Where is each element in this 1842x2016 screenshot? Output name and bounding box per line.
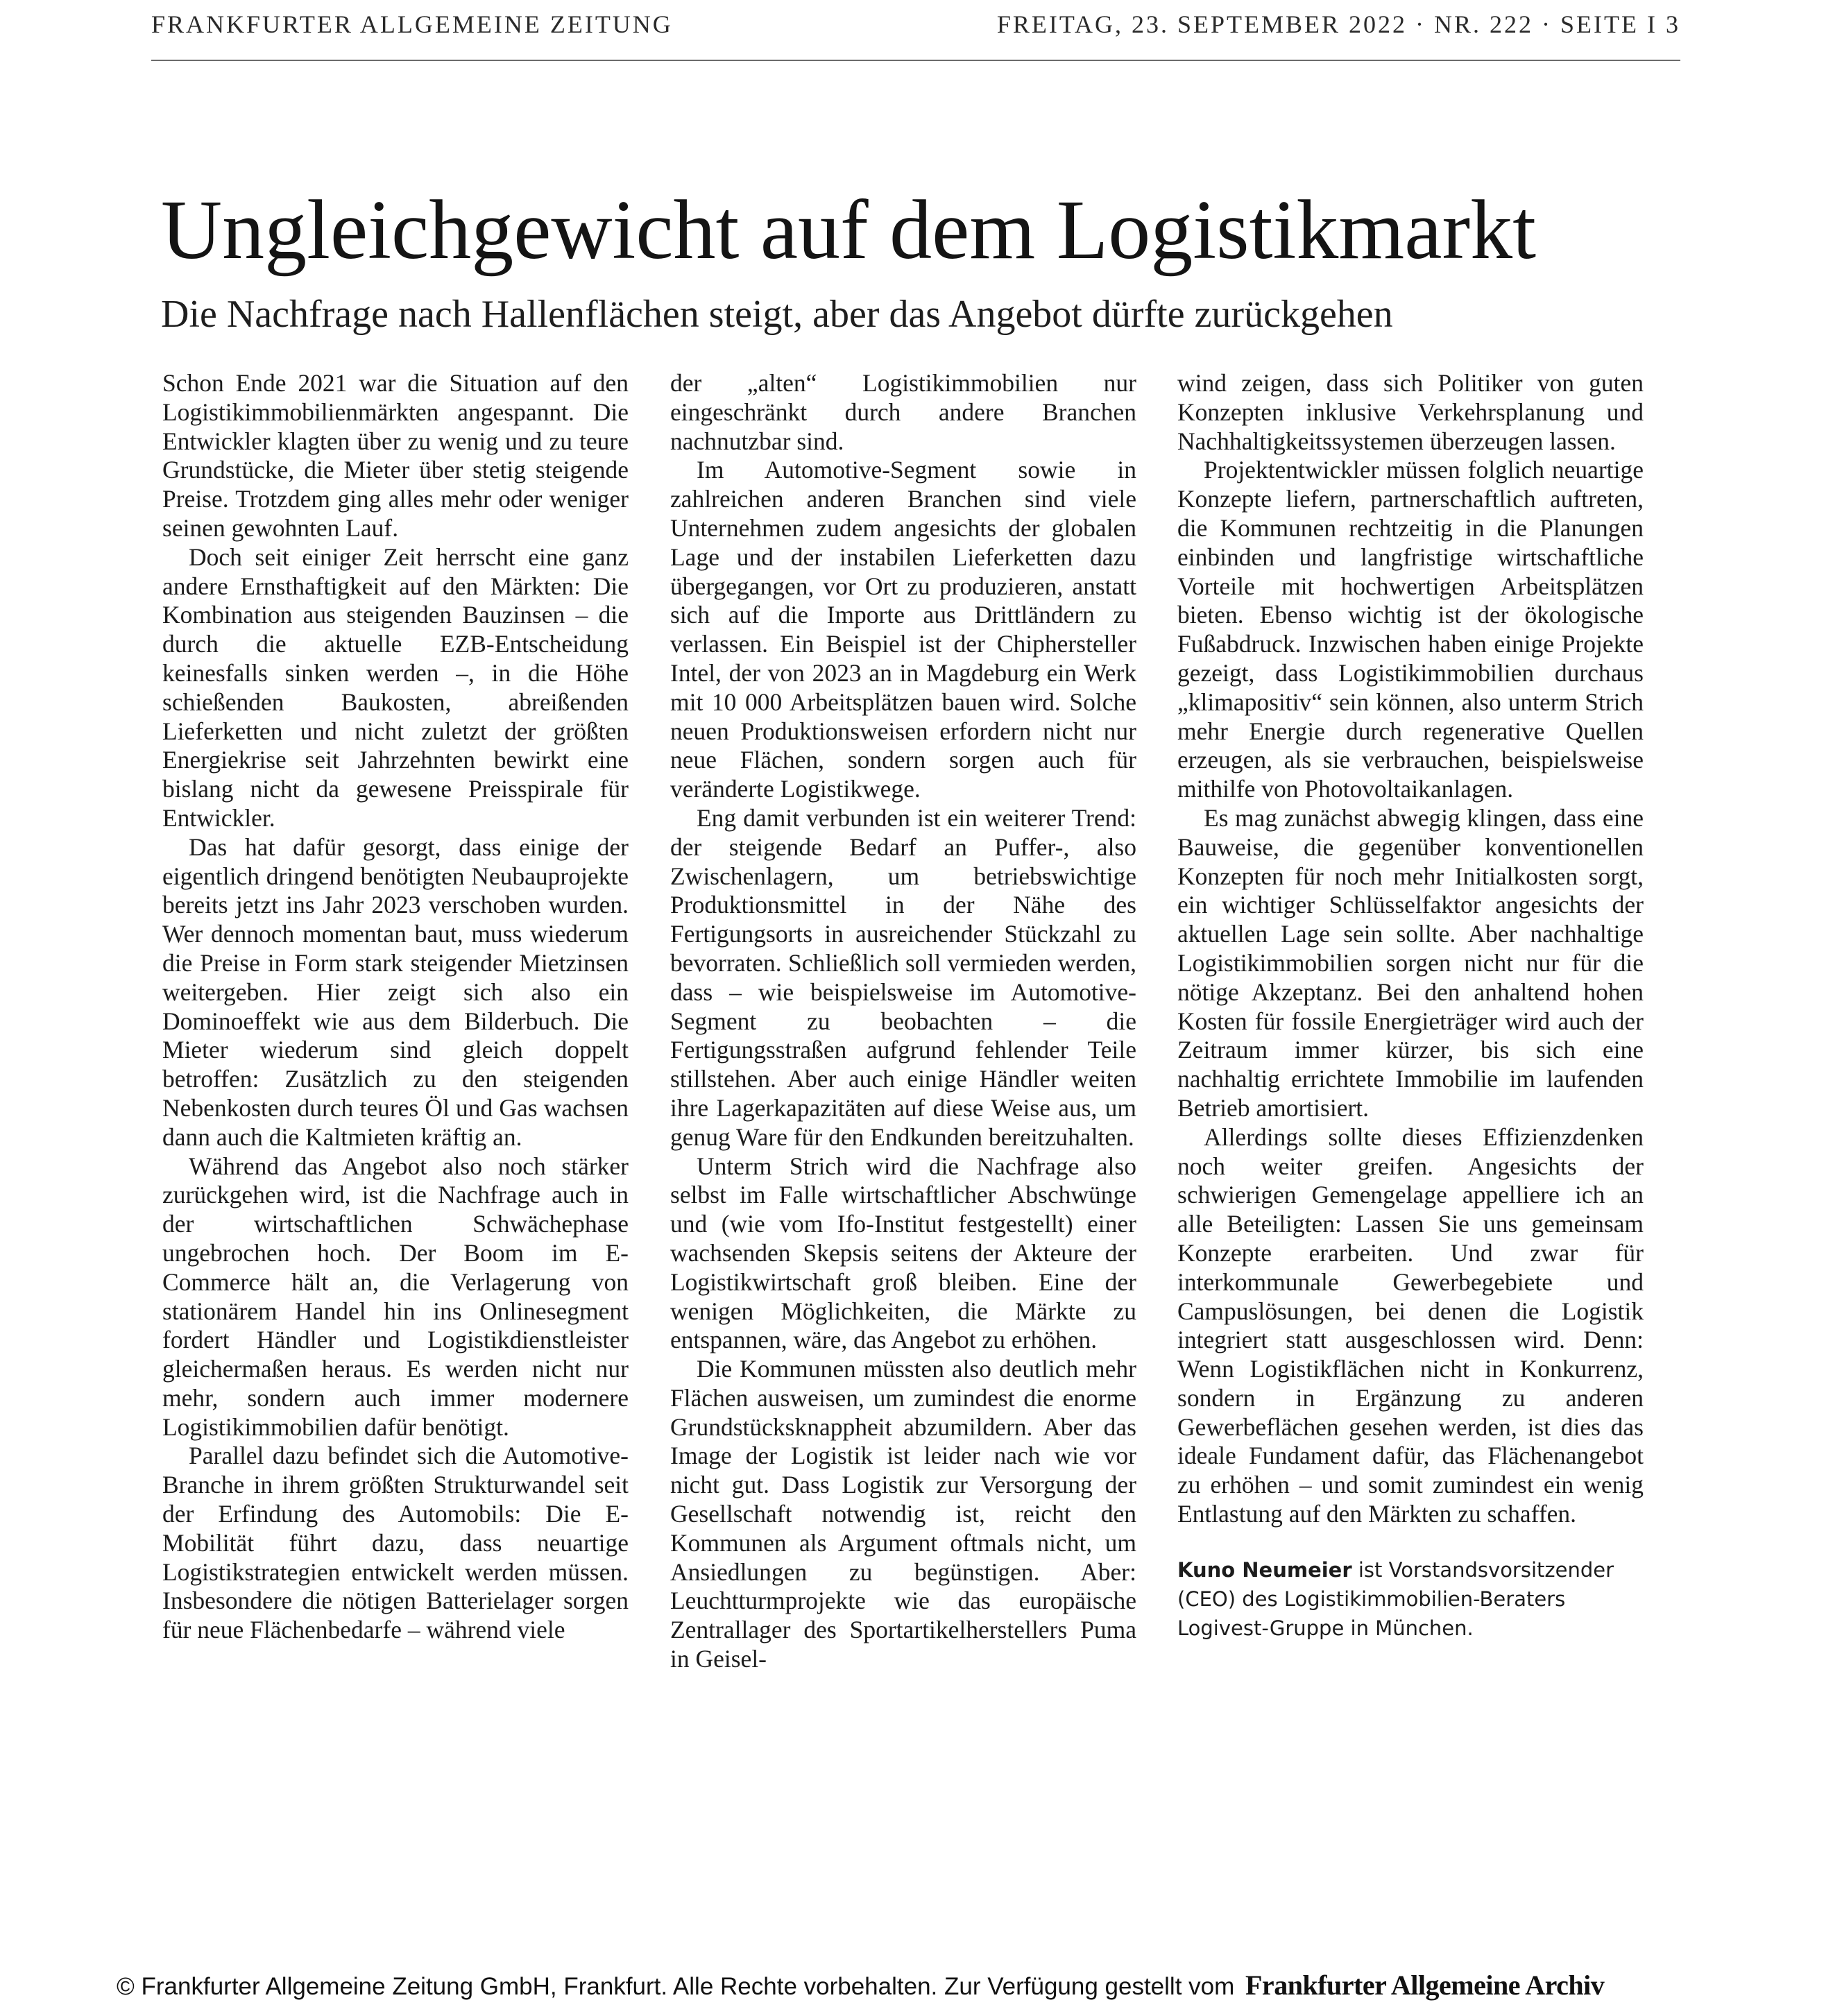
- page-header: [151, 10, 1680, 61]
- paragraph: Parallel dazu befindet sich die Automotive-Branche in ihrem größten Strukturwandel seit der Erfindung des Automobils: Die E-Mobilität führt dazu, dass neuartige Logistikstrategien entwickelt werden müssen. Insbesondere die nötigen Batterielager sorgen für neue Flächenbedarfe – während viele: [162, 1442, 629, 1644]
- article-column-2: [670, 369, 1136, 1674]
- paragraph: der „alten“ Logistikimmobilien nur eingeschränkt durch andere Branchen nachnutzbar sind.: [670, 369, 1136, 455]
- paragraph: Die Kommunen müssten also deutlich mehr Flächen ausweisen, um zumindest die enorme Grundstücksknappheit abzumildern. Aber das Image der Logistik ist leider nach wie vor nicht gut. Dass Logistik zur Versorgung der Gesellschaft notwendig ist, reicht den Kommunen als Argument oftmals nicht, um Ansiedlungen zu begünstigen. Aber: Leuchtturmprojekte wie das europäische Zentrallager des Sportartikelherstellers Puma in Geisel-: [670, 1355, 1136, 1673]
- dateline: FREITAG, 23. SEPTEMBER 2022 · NR. 222 · SEITE I 3: [996, 10, 1680, 38]
- paragraph: Im Automotive-Segment sowie in zahlreichen anderen Branchen sind viele Unternehmen zudem angesichts der globalen Lage und der instabilen Lieferketten dazu übergegangen, vor Ort zu produzieren, anstatt sich auf die Importe aus Drittländern zu verlassen. Ein Beispiel ist der Chiphersteller Intel, der von 2023 an in Magdeburg ein Werk mit 10 000 Arbeitsplätzen bauen wird. Solche neuen Produktionsweisen erfordern nicht nur neue Flächen, sondern sorgen auch für veränderte Logistikwege.: [670, 456, 1136, 803]
- author-box: [1177, 1555, 1644, 1643]
- page-footer: [117, 1969, 1782, 2004]
- paragraph: Während das Angebot also noch stärker zurückgehen wird, ist die Nachfrage auch in der wirtschaftlichen Schwächephase ungebrochen hoch. Der Boom im E-Commerce hält an, die Verlagerung von stationärem Handel hin ins Onlinesegment fordert Händler und Logistikdienstleister gleichermaßen heraus. Es werden nicht nur mehr, sondern auch immer modernere Logistikimmobilien dafür benötigt.: [162, 1152, 629, 1441]
- paragraph: Projektentwickler müssen folglich neuartige Konzepte liefern, partnerschaftlich auftreten, die Kommunen rechtzeitig in die Planungen einbinden und langfristige wirtschaftliche Vorteile mit hochwertigen Arbeitsplätzen bieten. Ebenso wichtig ist der ökologische Fußabdruck. Inzwischen haben einige Projekte gezeigt, dass Logistikimmobilien durchaus „klimapositiv“ sein können, also unterm Strich mehr Energie durch regenerative Quellen erzeugen, als sie verbrauchen, beispielsweise mithilfe von Photovoltaikanlagen.: [1177, 456, 1644, 803]
- paragraph: Schon Ende 2021 war die Situation auf den Logistikimmobilienmärkten angespannt. Die Entwickler klagten über zu wenig und zu teure Grundstücke, die Mieter über stetig steigende Preise. Trotzdem ging alles mehr oder weniger seinen gewohnten Lauf.: [162, 369, 629, 542]
- paragraph: Unterm Strich wird die Nachfrage also selbst im Falle wirtschaftlicher Abschwünge und (wie vom Ifo-Institut festgestellt) einer wachsenden Skepsis seitens der Akteure der Logistikwirtschaft groß bleiben. Eine der wenigen Möglichkeiten, die Märkte zu entspannen, wäre, das Angebot zu erhöhen.: [670, 1152, 1136, 1354]
- paragraph: Doch seit einiger Zeit herrscht eine ganz andere Ernsthaftigkeit auf den Märkten: Die Kombination aus steigenden Bauzinsen – die durch die aktuelle EZB-Entscheidung keinesfalls sinken werden –, in die Höhe schießenden Baukosten, abreißenden Lieferketten und nicht zuletzt der größten Energiekrise seit Jahrzehnten bewirkt eine bislang nicht da gewesene Preisspirale für Entwickler.: [162, 543, 629, 832]
- author-name: Kuno Neumeier: [1177, 1557, 1352, 1582]
- article-column-1: [162, 369, 629, 1645]
- paragraph: Allerdings sollte dieses Effizienzdenken noch weiter greifen. Angesichts der schwierigen Gemengelage appelliere ich an alle Beteiligten: Lassen Sie uns gemeinsam Konzepte erarbeiten. Und zwar für interkommunale Gewerbegebiete und Campuslösungen, bei denen die Logistik integriert statt ausgeschlossen wird. Denn: Wenn Logistikflächen nicht in Konkurrenz, sondern in Ergänzung zu anderen Gewerbeflächen gesehen werden, ist dies das ideale Fundament dafür, das Flächenangebot zu erhöhen – und somit zumindest ein wenig Entlastung auf den Märkten zu schaffen.: [1177, 1122, 1644, 1528]
- article-column-3: [1177, 369, 1644, 1643]
- paragraph: Das hat dafür gesorgt, dass einige der eigentlich dringend benötigten Neubauprojekte bereits jetzt ins Jahr 2023 verschoben wurden. Wer dennoch momentan baut, muss wiederum die Preise in Form stark steigender Mietzinsen weitergeben. Hier zeigt sich also ein Dominoeffekt wie aus dem Bilderbuch. Die Mieter wiederum sind gleich doppelt betroffen: Zusätzlich zu den steigenden Nebenkosten durch teures Öl und Gas wachsen dann auch die Kaltmieten kräftig an.: [162, 832, 629, 1151]
- author-bio: ist Vorstandsvorsitzender (CEO) des Logistikimmobilien-Beraters Logivest-Gruppe in München.: [1177, 1557, 1614, 1640]
- paragraph: wind zeigen, dass sich Politiker von guten Konzepten inklusive Verkehrsplanung und Nachhaltigkeitssystemen überzeugen lassen.: [1177, 369, 1644, 455]
- copyright-notice: © Frankfurter Allgemeine Zeitung GmbH, Frankfurt. Alle Rechte vorbehalten. Zur Verfügung gestellt vom: [117, 1973, 1235, 2000]
- publication-name: FRANKFURTER ALLGEMEINE ZEITUNG: [151, 10, 673, 38]
- archive-logo: Frankfurter Allgemeine Archiv: [1245, 1970, 1605, 2001]
- paragraph: Eng damit verbunden ist ein weiterer Trend: der steigende Bedarf an Puffer-, also Zwischenlagern, um betriebswichtige Produktionsmittel in der Nähe des Fertigungsorts in ausreichender Stückzahl zu bevorraten. Schließlich soll vermieden werden, dass – wie beispielsweise im Automotive-Segment zu beobachten – die Fertigungsstraßen aufgrund fehlender Teile stillstehen. Aber auch einige Händler weiten ihre Lagerkapazitäten auf diese Weise aus, um genug Ware für den Endkunden bereitzuhalten.: [670, 803, 1136, 1151]
- paragraph: Es mag zunächst abwegig klingen, dass eine Bauweise, die gegenüber konventionellen Konzepten für noch mehr Initialkosten sorgt, ein wichtiger Schlüsselfaktor angesichts der aktuellen Lage sein sollte. Aber nachhaltige Logistikimmobilien sorgen nicht nur für die nötige Akzeptanz. Bei den anhaltend hohen Kosten für fossile Energieträger wird auch der Zeitraum immer kürzer, bis sich eine nachhaltig errichtete Immobilie im laufenden Betrieb amortisiert.: [1177, 803, 1644, 1122]
- article-title: Ungleichgewicht auf dem Logistikmarkt: [161, 183, 1536, 277]
- article-subtitle: Die Nachfrage nach Hallenflächen steigt, aber das Angebot dürfte zurückgehen: [161, 293, 1393, 336]
